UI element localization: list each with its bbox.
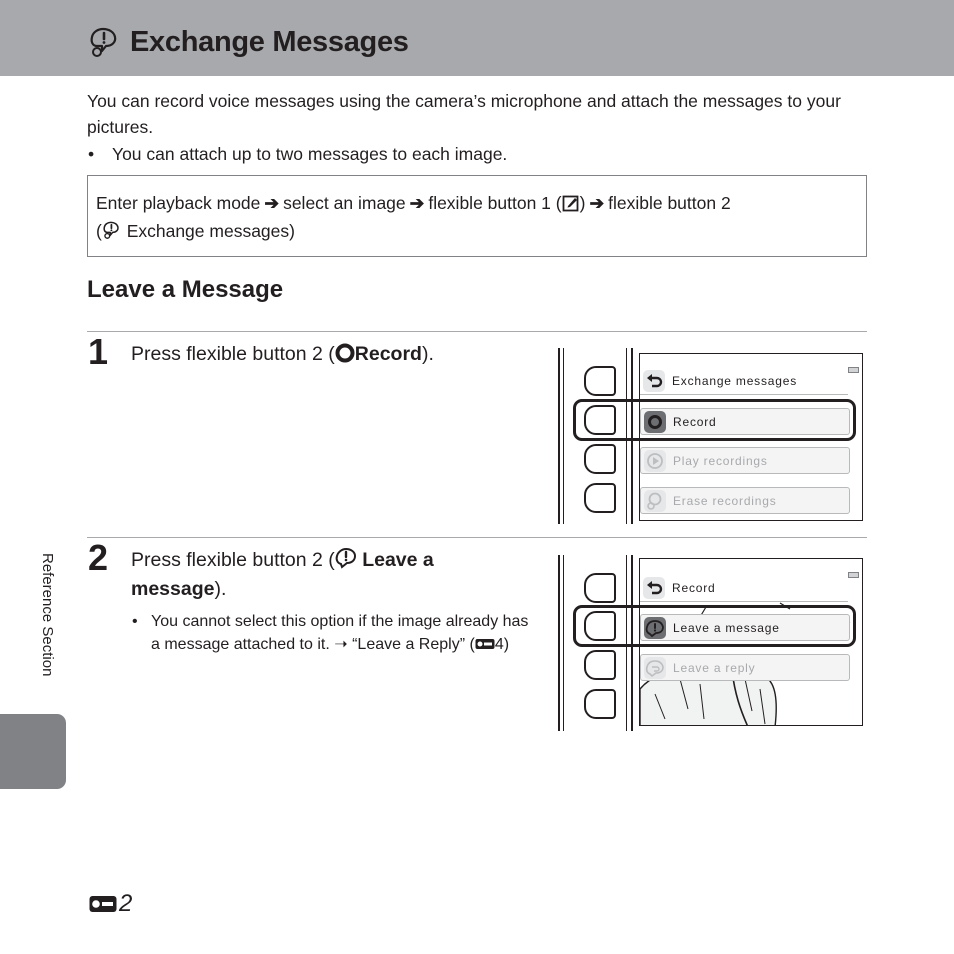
leave-message-icon bbox=[335, 547, 357, 569]
step1-instruction: Press flexible button 2 ( Record). bbox=[131, 343, 434, 365]
flexible-button-3[interactable] bbox=[584, 444, 616, 474]
selection-highlight bbox=[573, 605, 856, 647]
flexible-button-4[interactable] bbox=[584, 689, 616, 719]
step-divider bbox=[87, 537, 867, 538]
page-number: 2 bbox=[89, 890, 132, 918]
side-section-tab bbox=[0, 714, 66, 789]
procedure-box: Enter playback mode ➔ select an image ➔ flexible button 1 ( ) ➔ flexible button 2 ( Exchange messages) bbox=[87, 175, 867, 257]
menu-item-leave-reply[interactable]: Leave a reply bbox=[640, 654, 850, 681]
flexible-button-1[interactable] bbox=[584, 573, 616, 603]
intro-bullet-text: You can attach up to two messages to each image. bbox=[112, 144, 508, 164]
procedure-step-fbutton2: flexible button 2 bbox=[608, 193, 731, 213]
intro-bullet bbox=[88, 141, 507, 167]
camera-screen-illustration bbox=[556, 555, 866, 731]
page-title bbox=[88, 22, 409, 62]
camera-body-edge bbox=[558, 555, 560, 731]
back-icon bbox=[642, 369, 666, 393]
reference-page[interactable]: 4 bbox=[494, 635, 504, 653]
procedure-step-select: select an image bbox=[283, 193, 406, 213]
edit-icon bbox=[562, 194, 580, 212]
battery-icon bbox=[848, 572, 859, 578]
exchange-messages-icon bbox=[102, 220, 122, 240]
flexible-button-3[interactable] bbox=[584, 650, 616, 680]
side-section-label: Reference Section bbox=[39, 553, 56, 677]
step-number: 1 bbox=[88, 331, 109, 372]
step-divider bbox=[87, 331, 867, 332]
reference-section-icon bbox=[475, 638, 495, 650]
menu-item-erase-recordings[interactable]: Erase recordings bbox=[640, 487, 850, 514]
play-recordings-icon bbox=[643, 449, 667, 473]
menu-item-back[interactable]: Record bbox=[640, 575, 848, 602]
camera-screen-illustration bbox=[556, 348, 866, 524]
section-heading: Leave a Message bbox=[87, 276, 284, 303]
camera-body-edge bbox=[563, 348, 564, 524]
record-icon bbox=[335, 343, 355, 363]
procedure-step-fbutton1: flexible button 1 ( bbox=[428, 193, 562, 213]
page-title-text: Exchange Messages bbox=[130, 25, 409, 58]
flexible-button-1[interactable] bbox=[584, 366, 616, 396]
leave-reply-icon bbox=[643, 656, 667, 680]
selection-highlight bbox=[573, 399, 856, 441]
menu-item-record[interactable]: Record bbox=[640, 408, 850, 435]
step-number: 2 bbox=[88, 537, 109, 578]
menu-item-leave-message[interactable]: Leave a message bbox=[640, 614, 850, 641]
camera-body-edge bbox=[563, 555, 564, 731]
procedure-step-exchange: Exchange messages) bbox=[121, 221, 295, 241]
step2-note: • You cannot select this option if the image already has a message attached to it. ➝ “Leave a Reply” ( 4) bbox=[132, 611, 532, 656]
bullet-dot: • bbox=[88, 144, 95, 164]
menu-item-back[interactable]: Exchange messages bbox=[640, 368, 848, 395]
flexible-button-4[interactable] bbox=[584, 483, 616, 513]
intro-paragraph: You can record voice messages using the camera’s microphone and attach the messages to your pictures. bbox=[87, 91, 841, 137]
erase-recordings-icon bbox=[643, 489, 667, 513]
bullet-dot: • bbox=[132, 613, 138, 630]
menu-item-play-recordings[interactable]: Play recordings bbox=[640, 447, 850, 474]
battery-icon bbox=[848, 367, 859, 373]
procedure-arrow: ➔ bbox=[589, 193, 605, 213]
back-icon bbox=[642, 576, 666, 600]
procedure-arrow: ➔ bbox=[409, 193, 425, 213]
reference-section-icon bbox=[89, 895, 117, 913]
exchange-messages-icon bbox=[88, 25, 122, 59]
procedure-arrow: ➔ bbox=[264, 193, 280, 213]
procedure-step-playback: Enter playback mode bbox=[96, 193, 261, 213]
camera-body-edge bbox=[558, 348, 560, 524]
step2-instruction: Press flexible button 2 ( Leave a message). bbox=[131, 549, 434, 600]
